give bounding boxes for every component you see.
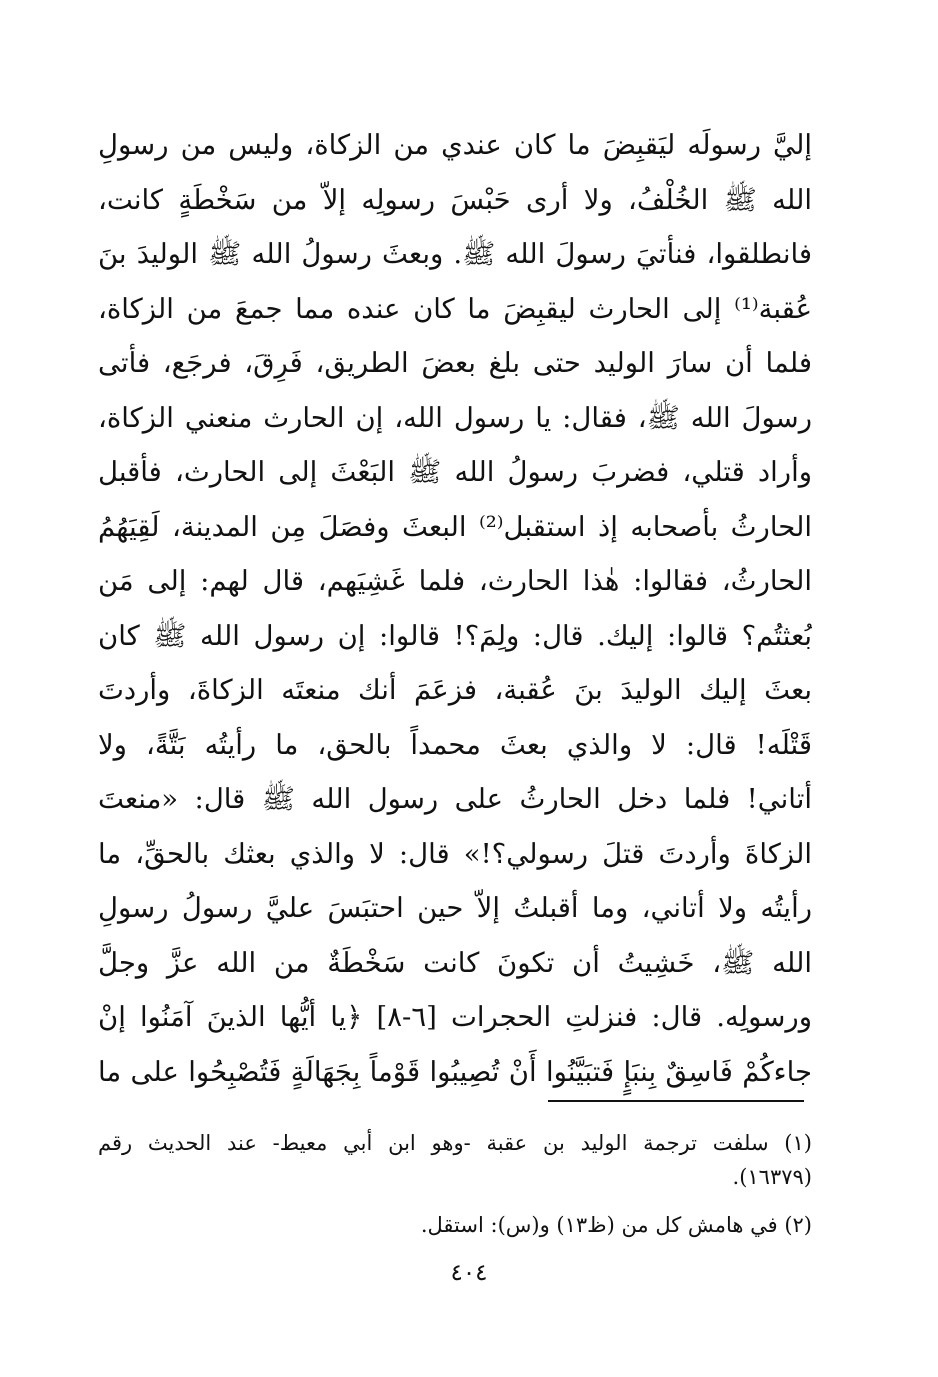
text-line-2: الله ﷺ الخُلْفُ، ولا أرى حَبْسَ رسولِه إلاّ من سَخْطَةٍ كانت، [98,183,812,216]
text-line-13: أتاني! فلما دخل الحارثُ على رسول الله ﷺ قال: «منعتَ [98,783,812,815]
footnotes-block [98,1126,812,1242]
text-line-12: قَتْلَه! قال: لا والذي بعثَ محمداً بالحق، ما رأيتُه بَتَّةً، ولا [98,728,812,761]
footnote-1-line-1: (١) سلفت ترجمة الوليد بن عقبة -وهو ابن أبي معيط- عند الحديث رقم [98,1131,812,1155]
footnote-1-line-2: (١٦٣٧٩). [732,1165,812,1189]
text-line-5: فلما أن سارَ الوليد حتى بلغ بعضَ الطريق، فَرِقَ، فرجَع، فأتى [98,347,812,379]
main-text-block [98,118,812,1099]
page-number: ٤٠٤ [450,1260,488,1286]
footnote-2-line-1: (٢) في هامش كل من (ظ١٣) و(س): استقل. [420,1213,812,1237]
text-line-14: الزكاةَ وأردتَ قتلَ رسولي؟!» قال: لا والذي بعثك بالحقِّ، ما [98,837,812,870]
text-line-11: بعثَ إليك الوليدَ بنَ عُقبة، فزعَمَ أنك منعتَه الزكاةَ، وأردتَ [98,674,812,706]
text-line-4: عُقبة⁽¹⁾ إلى الحارث ليقبِضَ ما كان عنده مما جمعَ من الزكاة، [98,292,812,325]
text-line-16: الله ﷺ، خَشِيتُ أن تكونَ كانت سَخْطَةٌ من الله عزَّ وجلَّ [98,946,812,979]
text-line-17: ورسولِه. قال: فنزلتِ الحجرات [٦-٨] ﴿يا أيُّها الذينَ آمَنُوا إنْ [98,1001,812,1033]
text-line-3: فانطلقوا، فنأتيَ رسولَ الله ﷺ. وبعثَ رسولُ الله ﷺ الوليدَ بنَ [98,238,812,270]
text-line-15: رأيتُه ولا أتاني، وما أقبلتُ إلاّ حين احتبَسَ عليَّ رسولُ رسولِ [98,892,812,924]
text-line-9: الحارثُ، فقالوا: هٰذا الحارث، فلما غَشِيَهم، قال لهم: إلى مَن [98,565,812,597]
text-line-1: إليَّ رسولَه ليَقبِضَ ما كان عندي من الزكاة، وليس من رسولِ [98,129,812,161]
footnote-separator [548,1100,804,1102]
text-line-6: رسولَ الله ﷺ، فقال: يا رسول الله، إن الحارث منعني الزكاة، [98,401,812,434]
text-line-7: وأراد قتلي، فضربَ رسولُ الله ﷺ البَعْثَ إلى الحارث، فأقبل [98,456,812,488]
text-line-10: بُعثتُم؟ قالوا: إليك. قال: ولِمَ؟! قالوا: إن رسول الله ﷺ كان [98,619,812,652]
text-line-8: الحارثُ بأصحابه إذ استقبل⁽²⁾ البعثَ وفصَلَ مِن المدينة، لَقِيَهُمُ [98,510,812,543]
text-line-18: جاءكُمْ فَاسِقٌ بِنبَإٍ فَتبَيَّنُوا أَنْ تُصِيبُوا قَوْماً بِجَهَالَةٍ فَتُصْبِحُوا على ما [98,1055,812,1088]
